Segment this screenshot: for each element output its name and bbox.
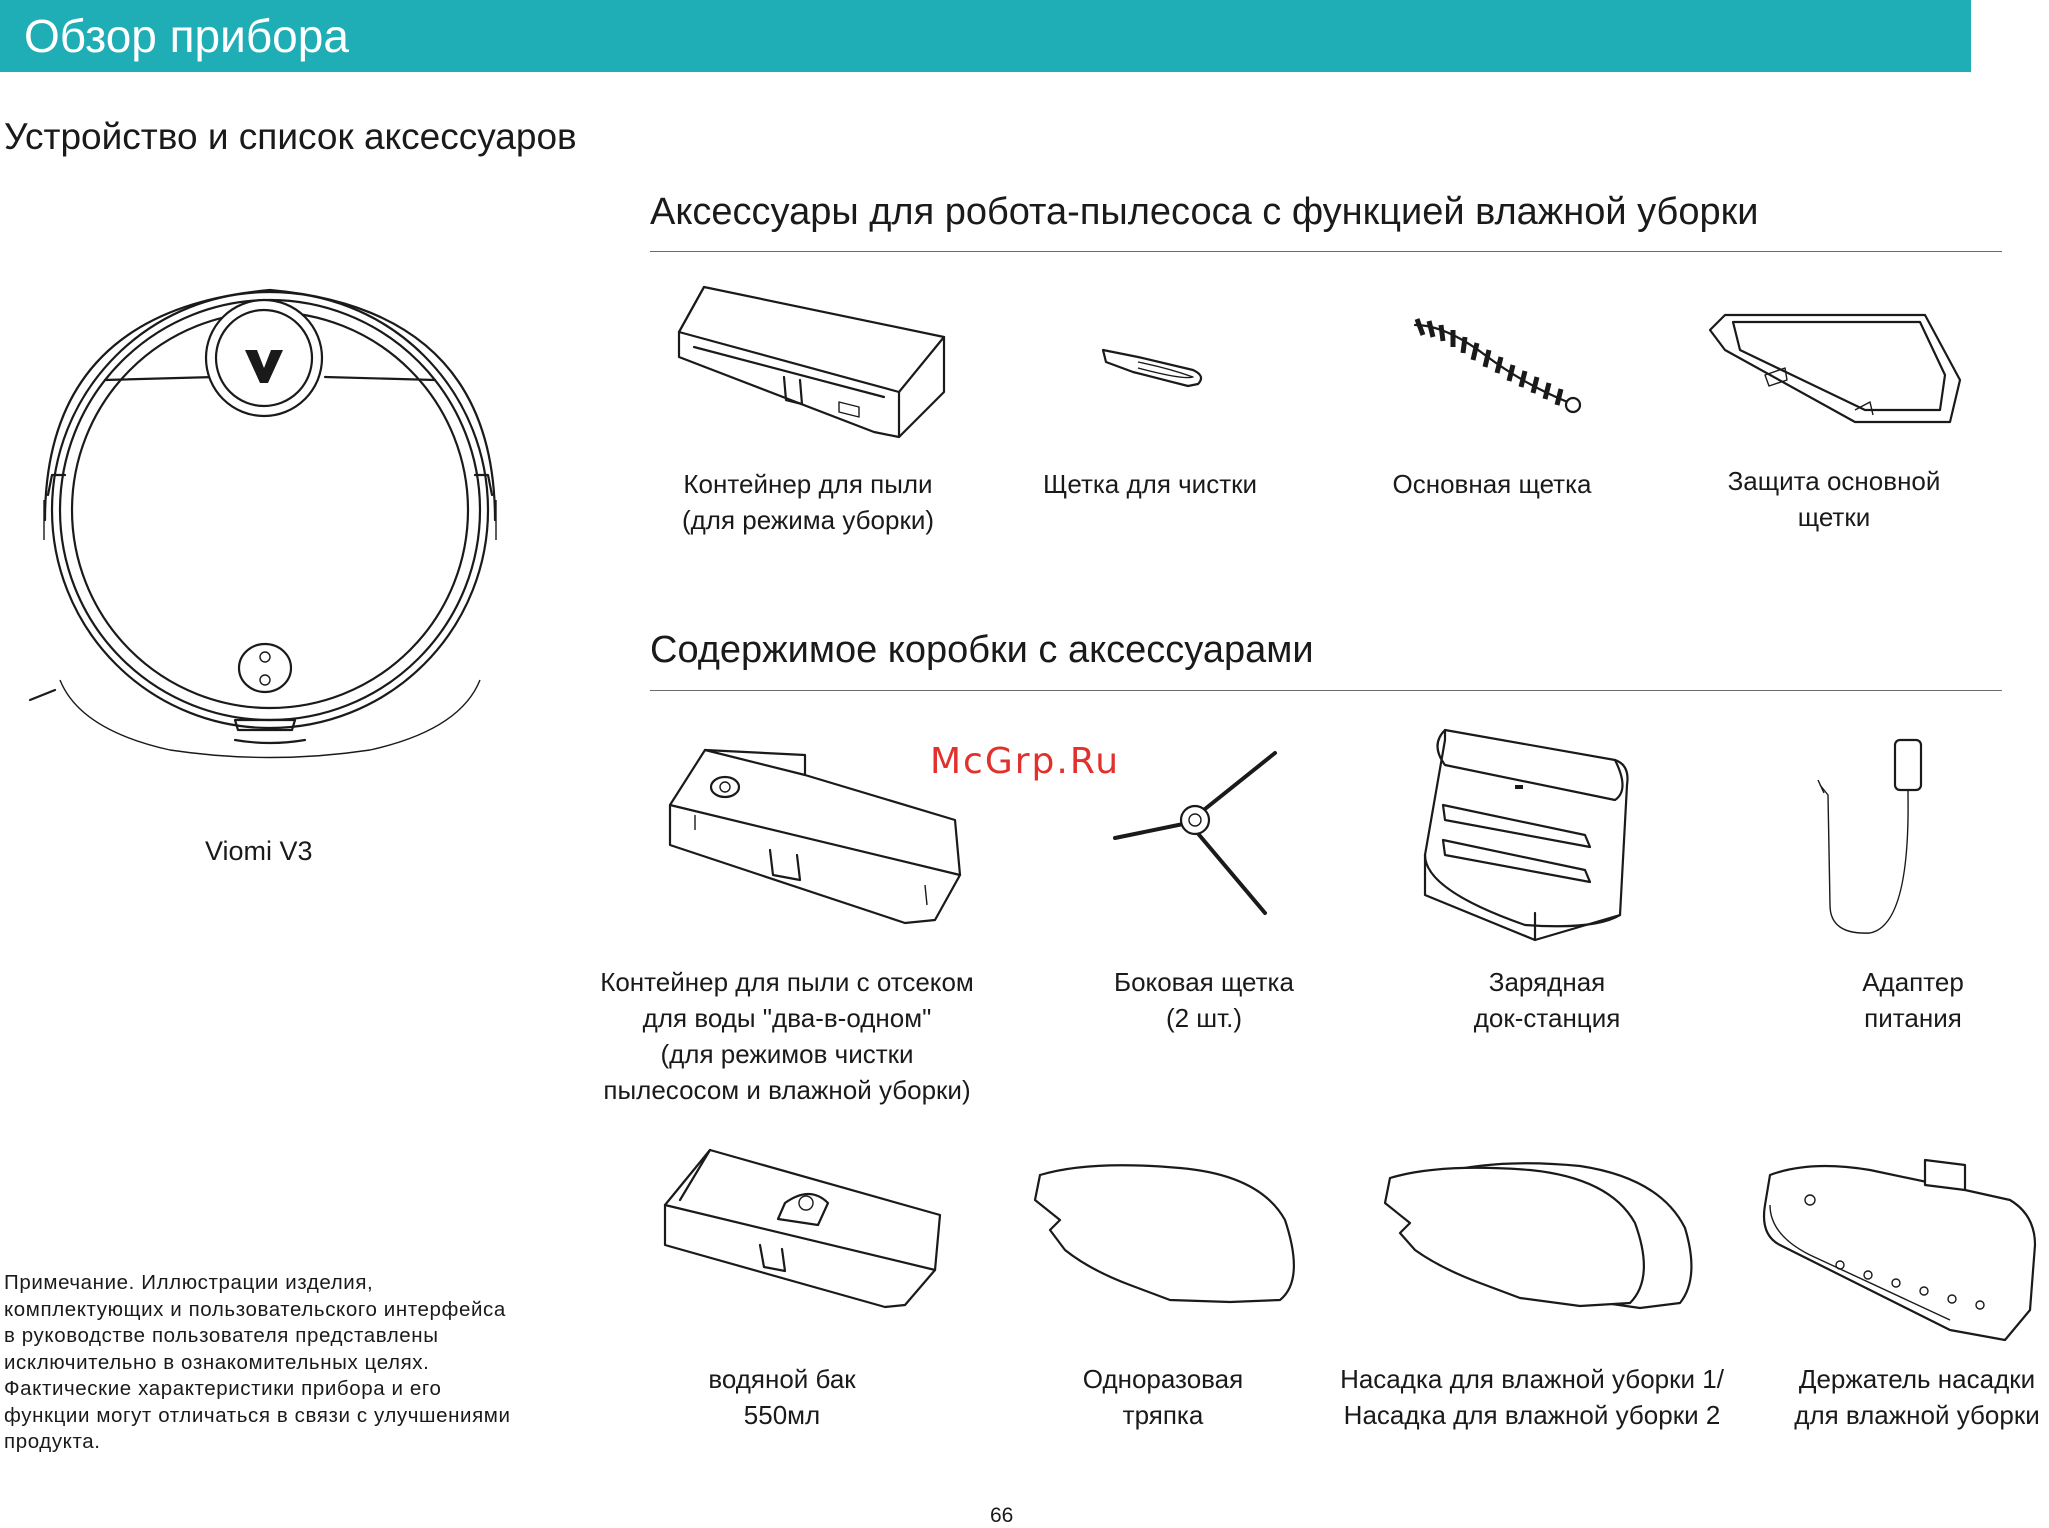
caption-disposable-cloth: Одноразовая тряпка [1082,1364,1244,1430]
mop-holder-icon [1750,1155,2045,1345]
robot-vacuum-illustration [20,280,520,770]
disclaimer-note: Примечание. Иллюстрации изделия, комплектующих и пользовательского интерфейса в руководстве пользователя представлены исключительно в ознакомительных целях. Фактические характеристики прибора и его функции могут отличаться в связи с улучшениями продукта. [4,1271,511,1453]
caption-cleaning-brush: Щетка для чистки [1042,469,1258,499]
section-divider [650,251,2002,252]
charging-dock-icon [1415,725,1635,945]
caption-mop-holder: Держатель насадки для влажной уборки [1794,1364,2040,1430]
cleaning-brush-icon [1098,342,1208,392]
page-number: 66 [990,1504,1014,1527]
watermark: McGrp.Ru [930,741,1121,782]
side-brush-icon [1110,748,1280,923]
main-brush-guard-icon [1705,310,1965,430]
section-divider [650,690,2002,691]
two-in-one-container-icon [665,745,965,925]
robot-caption: Viomi V3 [205,836,313,866]
caption-main-brush: Основная щетка [1392,469,1592,499]
caption-side-brush: Боковая щетка (2 шт.) [1114,967,1294,1033]
caption-mop-pads: Насадка для влажной уборки 1/ Насадка для влажной уборки 2 [1340,1364,1724,1430]
water-tank-icon [660,1145,942,1310]
page-title: Обзор прибора [24,10,349,62]
page-subtitle: Устройство и список аксессуаров [4,116,577,157]
main-brush-icon [1405,315,1585,415]
caption-power-adapter: Адаптер питания [1862,967,1964,1033]
disposable-cloth-icon [1030,1160,1312,1310]
section-heading-box-contents: Содержимое коробки с аксессуарами [650,629,1314,671]
caption-dust-container: Контейнер для пыли (для режима уборки) [681,469,935,535]
caption-charging-dock: Зарядная док-станция [1473,967,1621,1033]
power-adapter-icon [1800,735,1940,940]
dust-container-icon [674,282,950,442]
caption-water-tank: водяной бак 550мл [708,1364,856,1430]
mop-pads-icon [1380,1158,1715,1313]
section-heading-wet-accessories: Аксессуары для робота-пылесоса с функцией влажной уборки [650,191,1759,233]
caption-main-brush-guard: Защита основной щетки [1727,466,1941,532]
caption-two-in-one-container: Контейнер для пыли с отсеком для воды "два-в-одном" (для режимов чистки пылесосом и влажной уборки) [600,967,974,1105]
